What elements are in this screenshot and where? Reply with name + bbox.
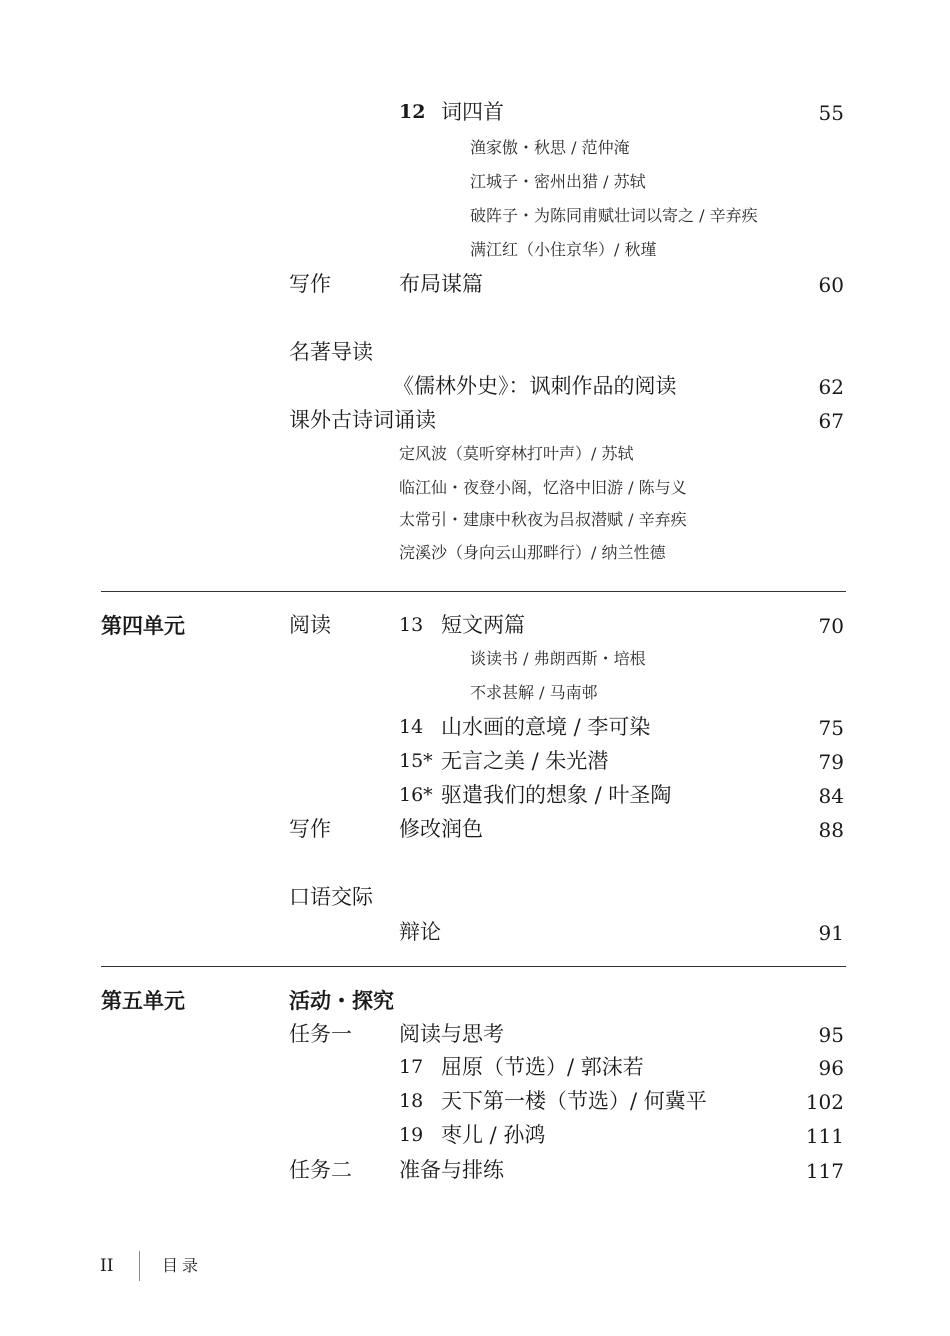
section-label: 阅读 — [289, 613, 331, 637]
section-label: 名著导读 — [289, 340, 373, 364]
sub-entry[interactable]: 太常引・建康中秋夜为吕叔潜赋 / 辛弃疾 — [399, 510, 687, 529]
entry-title[interactable]: 阅读与思考 — [399, 1022, 504, 1046]
lesson-title[interactable]: 词四首 — [441, 100, 504, 124]
page-number: 84 — [818, 784, 844, 808]
lesson-title[interactable]: 屈原（节选）/ 郭沫若 — [441, 1055, 644, 1079]
page-number: 75 — [818, 716, 844, 740]
lesson-title[interactable]: 短文两篇 — [441, 613, 525, 637]
sub-entry[interactable]: 江城子・密州出猎 / 苏轼 — [470, 172, 646, 191]
page-number: 60 — [818, 273, 844, 297]
page-number: 111 — [805, 1124, 844, 1148]
footer-page-number: II — [100, 1256, 114, 1276]
section-label: 活动・探究 — [289, 988, 394, 1013]
unit-divider — [101, 591, 846, 592]
lesson-number: 15* — [399, 750, 433, 772]
entry-title[interactable]: 准备与排练 — [399, 1158, 504, 1182]
section-label: 写作 — [289, 817, 331, 841]
sub-entry[interactable]: 浣溪沙（身向云山那畔行）/ 纳兰性德 — [399, 543, 666, 562]
page-number: 62 — [818, 375, 844, 399]
page-number: 88 — [818, 818, 844, 842]
section-label[interactable]: 课外古诗词诵读 — [289, 408, 436, 432]
task-label: 任务二 — [289, 1158, 352, 1182]
lesson-number: 16* — [399, 784, 433, 806]
sub-entry[interactable]: 破阵子・为陈同甫赋壮词以寄之 / 辛弃疾 — [470, 206, 758, 225]
entry-title[interactable]: 修改润色 — [399, 817, 483, 841]
lesson-title[interactable]: 驱遣我们的想象 / 叶圣陶 — [441, 783, 672, 807]
entry-title[interactable]: 布局谋篇 — [399, 272, 483, 296]
entry-title[interactable]: 辩论 — [399, 920, 441, 944]
unit-label: 第五单元 — [101, 988, 185, 1013]
page-number: 55 — [818, 101, 844, 125]
sub-entry[interactable]: 不求甚解 / 马南邨 — [470, 683, 598, 702]
lesson-title[interactable]: 山水画的意境 / 李可染 — [441, 715, 651, 739]
lesson-number: 19 — [399, 1124, 424, 1146]
lesson-title[interactable]: 无言之美 / 朱光潜 — [441, 749, 609, 773]
lesson-number: 13 — [399, 614, 424, 636]
page-number: 79 — [818, 750, 844, 774]
section-label: 写作 — [289, 272, 331, 296]
unit-label: 第四单元 — [101, 613, 185, 638]
page-number: 117 — [805, 1159, 844, 1183]
sub-entry[interactable]: 临江仙・夜登小阁，忆洛中旧游 / 陈与义 — [399, 478, 687, 497]
lesson-title[interactable]: 天下第一楼（节选）/ 何冀平 — [441, 1089, 707, 1113]
lesson-title[interactable]: 枣儿 / 孙鸿 — [441, 1123, 546, 1147]
task-label: 任务一 — [289, 1022, 352, 1046]
lesson-number: 12 — [399, 101, 426, 123]
lesson-number: 17 — [399, 1056, 424, 1078]
page-number: 67 — [818, 409, 844, 433]
sub-entry[interactable]: 满江红（小住京华）/ 秋瑾 — [470, 240, 657, 259]
sub-entry[interactable]: 定风波（莫听穿林打叶声）/ 苏轼 — [399, 444, 634, 463]
page-number: 70 — [818, 614, 844, 638]
footer-divider — [139, 1251, 140, 1281]
sub-entry[interactable]: 渔家傲・秋思 / 范仲淹 — [470, 138, 630, 157]
lesson-number: 14 — [399, 716, 424, 738]
lesson-number: 18 — [399, 1090, 424, 1112]
footer-label: 目录 — [162, 1256, 203, 1275]
page-number: 91 — [818, 921, 844, 945]
sub-entry[interactable]: 谈读书 / 弗朗西斯・培根 — [470, 649, 646, 668]
page-number: 95 — [818, 1023, 844, 1047]
section-label: 口语交际 — [289, 885, 373, 909]
page-number: 96 — [818, 1056, 844, 1080]
page-number: 102 — [805, 1090, 844, 1114]
unit-divider — [101, 966, 846, 967]
entry-title[interactable]: 《儒林外史》：讽刺作品的阅读 — [393, 374, 677, 398]
